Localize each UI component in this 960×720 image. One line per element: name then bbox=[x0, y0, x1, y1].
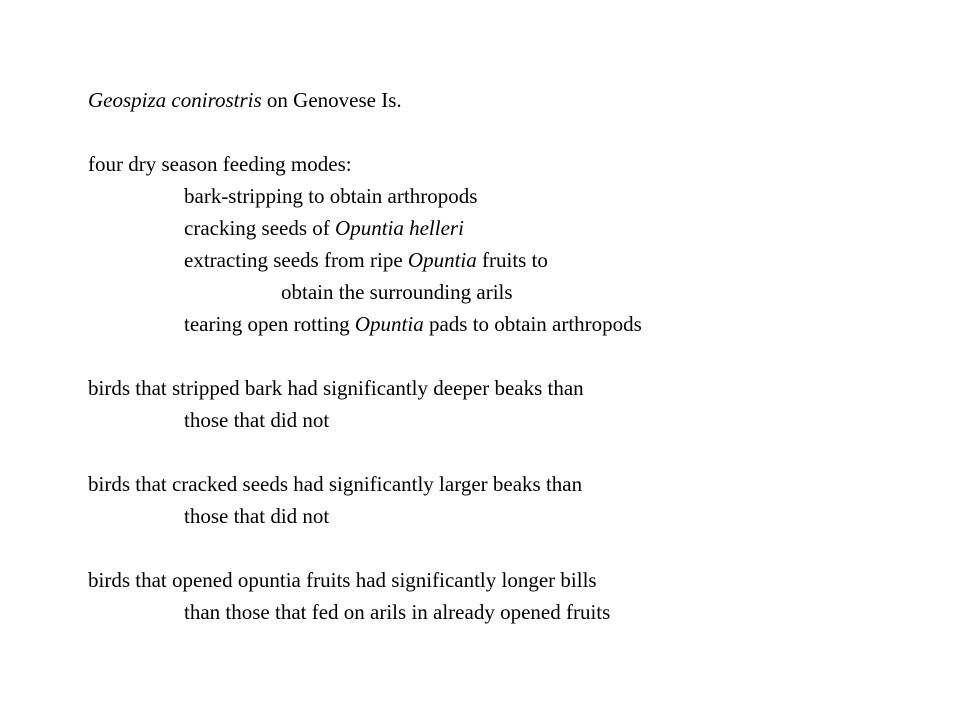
mode3-species: Opuntia bbox=[407, 248, 477, 272]
feeding-modes-heading: four dry season feeding modes: bbox=[88, 152, 352, 176]
slide-title bbox=[88, 88, 402, 112]
mode4-pre: tearing open rotting bbox=[184, 312, 355, 336]
mode2-pre: cracking seeds of bbox=[184, 216, 336, 240]
feeding-mode-cracking-seeds bbox=[184, 216, 464, 240]
feeding-mode-extracting-seeds bbox=[184, 248, 548, 272]
finding-bark-line1: birds that stripped bark had significantly deeper beaks than bbox=[88, 376, 584, 400]
finding-bark-line2: those that did not bbox=[184, 408, 330, 432]
mode3-pre: extracting seeds from ripe bbox=[184, 248, 408, 272]
feeding-mode-bark-stripping: bark-stripping to obtain arthropods bbox=[184, 184, 478, 208]
finding-seeds-line2: those that did not bbox=[184, 504, 330, 528]
mode4-species: Opuntia bbox=[354, 312, 424, 336]
finding-seeds-line1: birds that cracked seeds had significantly larger beaks than bbox=[88, 472, 583, 496]
mode2-species: Opuntia helleri bbox=[335, 216, 464, 240]
feeding-mode-tearing-pads bbox=[184, 312, 642, 336]
feeding-mode-extracting-seeds-continued: obtain the surrounding arils bbox=[281, 280, 513, 304]
finding-fruits-line2: than those that fed on arils in already opened fruits bbox=[184, 600, 611, 624]
title-rest: on Genovese Is. bbox=[261, 88, 402, 112]
mode3-post: fruits to bbox=[476, 248, 548, 272]
title-species: Geospiza conirostris bbox=[88, 88, 262, 112]
finding-fruits-line1: birds that opened opuntia fruits had significantly longer bills bbox=[88, 568, 597, 592]
mode4-post: pads to obtain arthropods bbox=[423, 312, 642, 336]
